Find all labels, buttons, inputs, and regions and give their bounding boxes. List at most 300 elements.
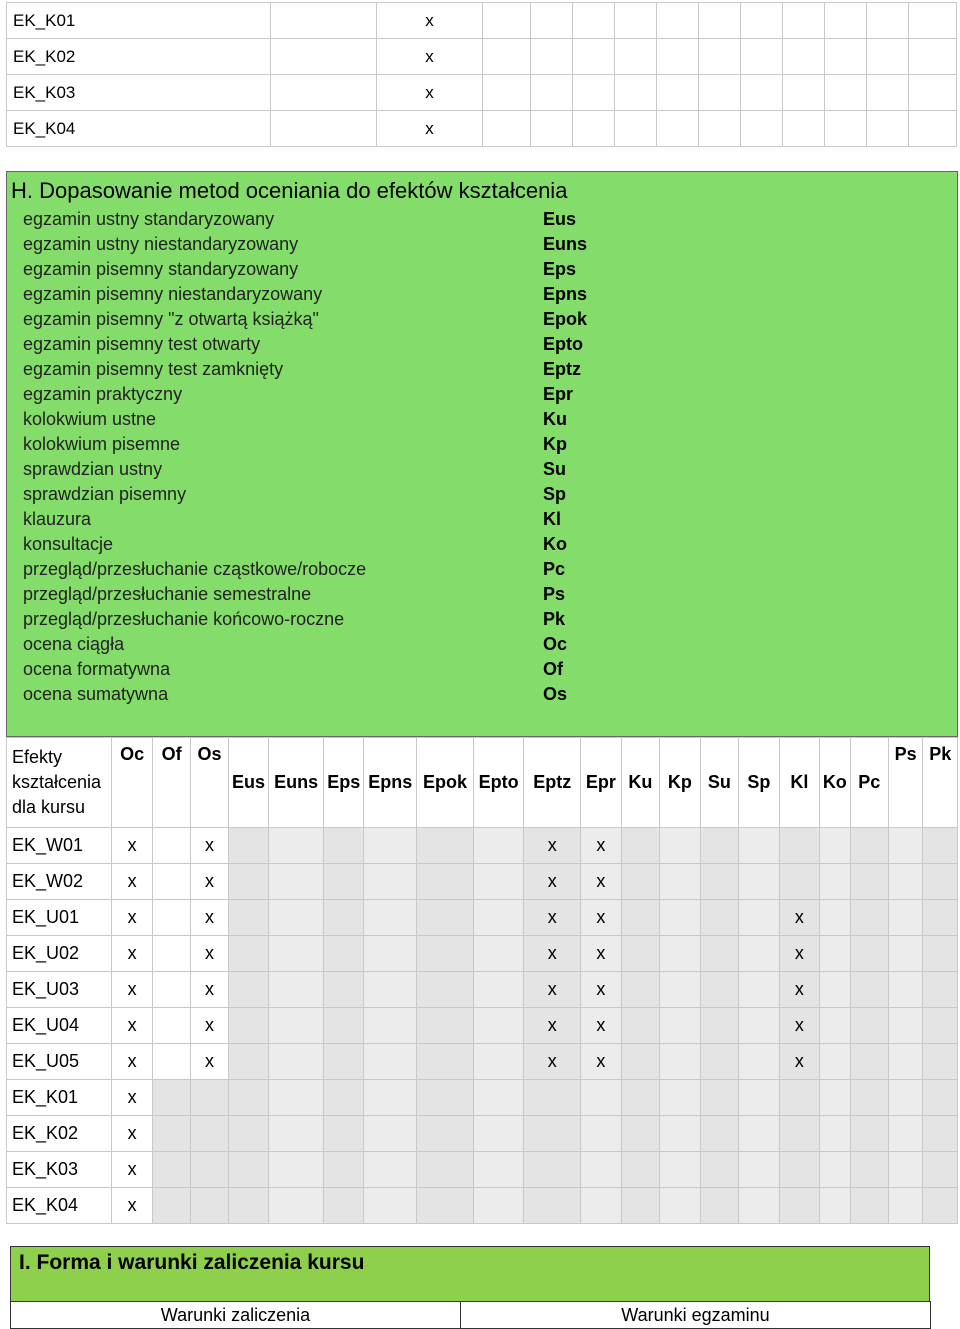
table-row	[11, 1302, 931, 1329]
mark: x	[377, 111, 483, 147]
matrix-cell	[473, 1008, 524, 1044]
matrix-cell	[888, 864, 922, 900]
matrix-column-header: Epok	[417, 738, 474, 828]
method-name: egzamin pisemny test otwarty	[23, 334, 261, 354]
matrix-column-header: Su	[700, 738, 738, 828]
matrix-cell	[660, 1152, 701, 1188]
matrix-cell	[923, 1044, 958, 1080]
matrix-cell	[739, 864, 780, 900]
matrix-cell	[739, 972, 780, 1008]
matrix-cell	[820, 972, 850, 1008]
matrix-cell	[269, 864, 324, 900]
matrix-cell	[473, 936, 524, 972]
matrix-cell	[888, 828, 922, 864]
section-h-methods	[6, 171, 958, 737]
matrix-cell	[739, 828, 780, 864]
method-code: Eptz	[543, 359, 581, 379]
matrix-cell	[923, 1080, 958, 1116]
matrix-cell	[269, 1116, 324, 1152]
matrix-cell	[700, 864, 738, 900]
matrix-cell	[923, 972, 958, 1008]
matrix-cell	[660, 1008, 701, 1044]
table-row	[7, 1188, 958, 1224]
matrix-cell	[269, 1188, 324, 1224]
matrix-cell: x	[191, 972, 228, 1008]
matrix-cell	[269, 936, 324, 972]
matrix-cell: x	[581, 864, 622, 900]
matrix-cell	[269, 900, 324, 936]
matrix-cell	[700, 1116, 738, 1152]
matrix-cell	[417, 1044, 474, 1080]
method-code: Ps	[543, 584, 566, 604]
matrix-cell	[888, 900, 922, 936]
matrix-cell	[850, 1080, 888, 1116]
matrix-cell	[364, 936, 417, 972]
mark: x	[377, 3, 483, 39]
matrix-cell	[850, 1152, 888, 1188]
matrix-cell	[888, 936, 922, 972]
matrix-column-header: Epto	[473, 738, 524, 828]
matrix-cell	[850, 936, 888, 972]
method-name: egzamin pisemny niestandaryzowany	[23, 284, 323, 304]
method-item	[23, 432, 623, 457]
method-item	[23, 332, 623, 357]
matrix-cell	[152, 1188, 190, 1224]
matrix-cell: x	[112, 1080, 153, 1116]
matrix-cell	[739, 1116, 780, 1152]
matrix-cell	[228, 1080, 269, 1116]
table-row	[7, 828, 958, 864]
method-code: Oc	[543, 634, 568, 654]
matrix-cell	[228, 900, 269, 936]
matrix-cell	[417, 1152, 474, 1188]
matrix-header-label: Efekty kształcenia dla kursu	[7, 738, 112, 828]
matrix-cell	[152, 1008, 190, 1044]
matrix-cell	[888, 1152, 922, 1188]
method-item	[23, 557, 623, 582]
matrix-column-header: Eptz	[524, 738, 581, 828]
table-row	[7, 936, 958, 972]
method-item	[23, 657, 623, 682]
matrix-cell	[621, 1152, 659, 1188]
matrix-cell: x	[779, 972, 820, 1008]
matrix-cell: x	[112, 1188, 153, 1224]
method-item	[23, 357, 623, 382]
method-code: Su	[543, 459, 567, 479]
conditions-table	[10, 1301, 931, 1329]
matrix-cell	[660, 972, 701, 1008]
matrix-cell	[152, 1044, 190, 1080]
matrix-column-header: Pc	[850, 738, 888, 828]
method-item	[23, 282, 623, 307]
method-name: egzamin pisemny "z otwartą książką"	[23, 309, 319, 329]
matrix-column-header: Kp	[660, 738, 701, 828]
matrix-cell: x	[112, 1008, 153, 1044]
matrix-cell	[888, 1080, 922, 1116]
matrix-column-header: Eps	[323, 738, 364, 828]
matrix-cell: x	[524, 900, 581, 936]
matrix-cell	[417, 828, 474, 864]
matrix-cell	[152, 864, 190, 900]
matrix-cell	[364, 1152, 417, 1188]
matrix-cell	[152, 936, 190, 972]
matrix-cell	[228, 936, 269, 972]
matrix-column-header: Os	[191, 738, 228, 828]
matrix-cell	[739, 1044, 780, 1080]
method-name: sprawdzian pisemny	[23, 484, 187, 504]
matrix-cell	[417, 936, 474, 972]
matrix-cell	[364, 864, 417, 900]
matrix-cell: x	[524, 1044, 581, 1080]
matrix-cell	[191, 1188, 228, 1224]
method-code: Epto	[543, 334, 583, 354]
matrix-cell	[739, 1188, 780, 1224]
matrix-cell	[152, 1152, 190, 1188]
matrix-cell	[820, 1152, 850, 1188]
method-name: klauzura	[23, 509, 92, 529]
matrix-column-header: Epns	[364, 738, 417, 828]
method-name: przegląd/przesłuchanie cząstkowe/robocze	[23, 559, 367, 579]
matrix-cell	[660, 828, 701, 864]
matrix-cell	[700, 1008, 738, 1044]
matrix-cell: x	[779, 900, 820, 936]
method-code: Ko	[543, 534, 567, 554]
matrix-cell	[417, 900, 474, 936]
method-name: kolokwium pisemne	[23, 434, 181, 454]
mark: x	[377, 39, 483, 75]
matrix-cell	[473, 900, 524, 936]
row-label: EK_K02	[7, 1116, 112, 1152]
matrix-cell	[228, 864, 269, 900]
matrix-cell	[660, 1080, 701, 1116]
matrix-cell	[269, 972, 324, 1008]
method-name: ocena ciągła	[23, 634, 125, 654]
matrix-cell	[621, 1080, 659, 1116]
matrix-cell	[228, 1152, 269, 1188]
matrix-cell: x	[112, 828, 153, 864]
matrix-cell	[700, 1152, 738, 1188]
method-item	[23, 257, 623, 282]
table-row	[7, 3, 957, 39]
row-label: EK_K04	[7, 111, 271, 147]
matrix-cell	[660, 1188, 701, 1224]
matrix-cell	[152, 900, 190, 936]
row-label: EK_U01	[7, 900, 112, 936]
method-code: Of	[543, 659, 563, 679]
matrix-cell	[473, 1080, 524, 1116]
matrix-cell	[473, 864, 524, 900]
matrix-cell	[269, 1044, 324, 1080]
matrix-cell	[660, 864, 701, 900]
matrix-cell: x	[112, 972, 153, 1008]
matrix-cell	[850, 1116, 888, 1152]
matrix-cell	[700, 1044, 738, 1080]
matrix-cell	[739, 1080, 780, 1116]
table-row	[7, 75, 957, 111]
matrix-cell	[228, 1044, 269, 1080]
matrix-cell	[364, 828, 417, 864]
matrix-cell	[364, 1188, 417, 1224]
matrix-cell	[820, 1008, 850, 1044]
table-row	[7, 900, 958, 936]
matrix-cell	[660, 1044, 701, 1080]
method-code: Epok	[543, 309, 588, 329]
matrix-cell: x	[581, 1044, 622, 1080]
method-code: Eps	[543, 259, 577, 279]
matrix-cell	[888, 1116, 922, 1152]
matrix-cell	[888, 1044, 922, 1080]
matrix-cell	[779, 1188, 820, 1224]
matrix-cell	[191, 1080, 228, 1116]
matrix-cell	[850, 900, 888, 936]
method-name: egzamin pisemny test zamknięty	[23, 359, 284, 379]
matrix-cell: x	[112, 1044, 153, 1080]
matrix-cell	[850, 1188, 888, 1224]
method-item	[23, 457, 623, 482]
row-label: EK_W01	[7, 828, 112, 864]
matrix-cell: x	[581, 828, 622, 864]
matrix-cell	[228, 1116, 269, 1152]
matrix-cell	[269, 828, 324, 864]
matrix-cell	[923, 1008, 958, 1044]
row-label: EK_K03	[7, 1152, 112, 1188]
matrix-cell	[323, 864, 364, 900]
matrix-cell	[228, 1008, 269, 1044]
matrix-cell	[700, 1080, 738, 1116]
matrix-cell: x	[524, 864, 581, 900]
matrix-cell	[621, 1188, 659, 1224]
method-code: Os	[543, 684, 568, 704]
matrix-cell	[850, 1008, 888, 1044]
matrix-cell	[152, 828, 190, 864]
matrix-cell	[323, 1188, 364, 1224]
matrix-cell	[323, 972, 364, 1008]
matrix-cell	[417, 1008, 474, 1044]
method-name: konsultacje	[23, 534, 114, 554]
matrix-cell: x	[524, 972, 581, 1008]
row-label: EK_K04	[7, 1188, 112, 1224]
section-title: I. Forma i warunki zaliczenia kursu	[19, 1251, 365, 1274]
matrix-cell	[417, 1116, 474, 1152]
matrix-cell	[621, 828, 659, 864]
matrix-cell	[820, 936, 850, 972]
matrix-cell	[581, 1152, 622, 1188]
method-code: Ku	[543, 409, 567, 429]
method-name: egzamin ustny niestandaryzowany	[23, 234, 299, 254]
row-label: EK_U02	[7, 936, 112, 972]
matrix-cell	[660, 936, 701, 972]
matrix-cell	[228, 1188, 269, 1224]
matrix-cell	[364, 1044, 417, 1080]
matrix-cell	[621, 1044, 659, 1080]
matrix-cell	[473, 972, 524, 1008]
table-row	[7, 972, 958, 1008]
matrix-cell	[621, 1008, 659, 1044]
matrix-cell	[621, 936, 659, 972]
matrix-cell	[923, 1116, 958, 1152]
row-label: EK_K03	[7, 75, 271, 111]
matrix-cell: x	[191, 1044, 228, 1080]
matrix-cell: x	[779, 1044, 820, 1080]
matrix-cell	[621, 972, 659, 1008]
matrix-cell	[923, 828, 958, 864]
matrix-cell	[621, 864, 659, 900]
matrix-column-header: Epr	[581, 738, 622, 828]
matrix-cell	[473, 1116, 524, 1152]
matrix-cell	[417, 1080, 474, 1116]
matrix-cell	[152, 972, 190, 1008]
table-row	[7, 1008, 958, 1044]
matrix-cell	[323, 1008, 364, 1044]
matrix-cell	[850, 1044, 888, 1080]
table-row	[7, 1080, 958, 1116]
row-label: EK_K01	[7, 3, 271, 39]
matrix-cell	[228, 972, 269, 1008]
matrix-cell: x	[112, 900, 153, 936]
matrix-cell	[323, 1044, 364, 1080]
matrix-cell: x	[524, 936, 581, 972]
matrix-cell	[364, 900, 417, 936]
matrix-cell	[228, 828, 269, 864]
matrix-cell	[888, 1188, 922, 1224]
matrix-cell	[191, 1116, 228, 1152]
matrix-cell	[473, 1044, 524, 1080]
matrix-cell	[923, 1188, 958, 1224]
matrix-cell	[323, 936, 364, 972]
matrix-column-header: Eus	[228, 738, 269, 828]
method-item	[23, 482, 623, 507]
matrix-cell: x	[779, 1008, 820, 1044]
exam-conditions-header: Warunki egzaminu	[461, 1302, 931, 1329]
matrix-cell: x	[581, 1008, 622, 1044]
matrix-cell	[660, 900, 701, 936]
matrix-cell: x	[524, 1008, 581, 1044]
matrix-cell	[923, 864, 958, 900]
matrix-cell: x	[112, 1152, 153, 1188]
matrix-cell	[269, 1152, 324, 1188]
matrix-cell	[779, 1116, 820, 1152]
method-item	[23, 607, 623, 632]
matrix-column-header: Ps	[888, 738, 922, 828]
table-row	[7, 1116, 958, 1152]
matrix-cell	[269, 1080, 324, 1116]
matrix-column-header: Ko	[820, 738, 850, 828]
matrix-cell	[888, 1008, 922, 1044]
matrix-cell: x	[191, 900, 228, 936]
method-code: Eus	[543, 209, 577, 229]
matrix-cell	[820, 864, 850, 900]
matrix-cell: x	[191, 936, 228, 972]
matrix-cell	[417, 864, 474, 900]
matrix-cell	[850, 864, 888, 900]
matrix-cell	[581, 1116, 622, 1152]
method-name: kolokwium ustne	[23, 409, 157, 429]
matrix-cell	[524, 1080, 581, 1116]
matrix-cell	[779, 828, 820, 864]
method-code: Kl	[543, 509, 561, 529]
matrix-cell	[850, 828, 888, 864]
matrix-cell	[923, 900, 958, 936]
matrix-cell: x	[524, 828, 581, 864]
matrix-cell	[700, 900, 738, 936]
matrix-cell	[364, 972, 417, 1008]
method-name: egzamin pisemny standaryzowany	[23, 259, 299, 279]
matrix-cell	[364, 1008, 417, 1044]
matrix-cell	[524, 1152, 581, 1188]
matrix-column-header: Oc	[112, 738, 153, 828]
method-name: egzamin praktyczny	[23, 384, 183, 404]
method-item	[23, 382, 623, 407]
matrix-cell	[269, 1008, 324, 1044]
effects-table-top	[6, 2, 957, 147]
matrix-cell	[923, 1152, 958, 1188]
matrix-cell: x	[112, 936, 153, 972]
matrix-cell	[700, 936, 738, 972]
matrix-cell	[323, 900, 364, 936]
matrix-cell	[524, 1188, 581, 1224]
method-code: Sp	[543, 484, 567, 504]
method-name: przegląd/przesłuchanie semestralne	[23, 584, 312, 604]
table-row	[7, 1044, 958, 1080]
table-row	[7, 39, 957, 75]
matrix-cell	[152, 1080, 190, 1116]
matrix-cell	[364, 1116, 417, 1152]
matrix-cell	[739, 900, 780, 936]
method-code: Pc	[543, 559, 566, 579]
matrix-cell	[700, 828, 738, 864]
matrix-cell	[779, 1080, 820, 1116]
mark: x	[377, 75, 483, 111]
matrix-cell	[581, 1080, 622, 1116]
method-code: Epr	[543, 384, 574, 404]
matrix-cell	[473, 828, 524, 864]
method-item	[23, 507, 623, 532]
matrix-cell: x	[779, 936, 820, 972]
method-item	[23, 232, 623, 257]
section-i-header	[10, 1246, 930, 1302]
matrix-cell: x	[581, 972, 622, 1008]
matrix-cell	[323, 1080, 364, 1116]
matrix-cell: x	[581, 936, 622, 972]
matrix-cell	[820, 1044, 850, 1080]
matrix-cell	[621, 900, 659, 936]
matrix-column-header: Ku	[621, 738, 659, 828]
matrix-column-header: Euns	[269, 738, 324, 828]
matrix-cell: x	[191, 864, 228, 900]
matrix-cell	[820, 1188, 850, 1224]
table-row	[7, 1152, 958, 1188]
pass-conditions-header: Warunki zaliczenia	[11, 1302, 461, 1329]
section-title: H. Dopasowanie metod oceniania do efektów kształcenia	[11, 178, 568, 203]
method-code: Kp	[543, 434, 567, 454]
assessment-matrix	[6, 737, 958, 1224]
matrix-cell	[581, 1188, 622, 1224]
matrix-cell	[621, 1116, 659, 1152]
matrix-cell	[820, 1080, 850, 1116]
matrix-cell: x	[112, 864, 153, 900]
table-row	[7, 864, 958, 900]
matrix-cell	[323, 828, 364, 864]
matrix-cell	[739, 1008, 780, 1044]
matrix-cell	[700, 972, 738, 1008]
matrix-cell	[820, 900, 850, 936]
method-code: Pk	[543, 609, 566, 629]
method-name: sprawdzian ustny	[23, 459, 163, 479]
method-name: ocena sumatywna	[23, 684, 169, 704]
matrix-column-header: Pk	[923, 738, 958, 828]
matrix-cell	[364, 1080, 417, 1116]
method-code: Epns	[543, 284, 588, 304]
